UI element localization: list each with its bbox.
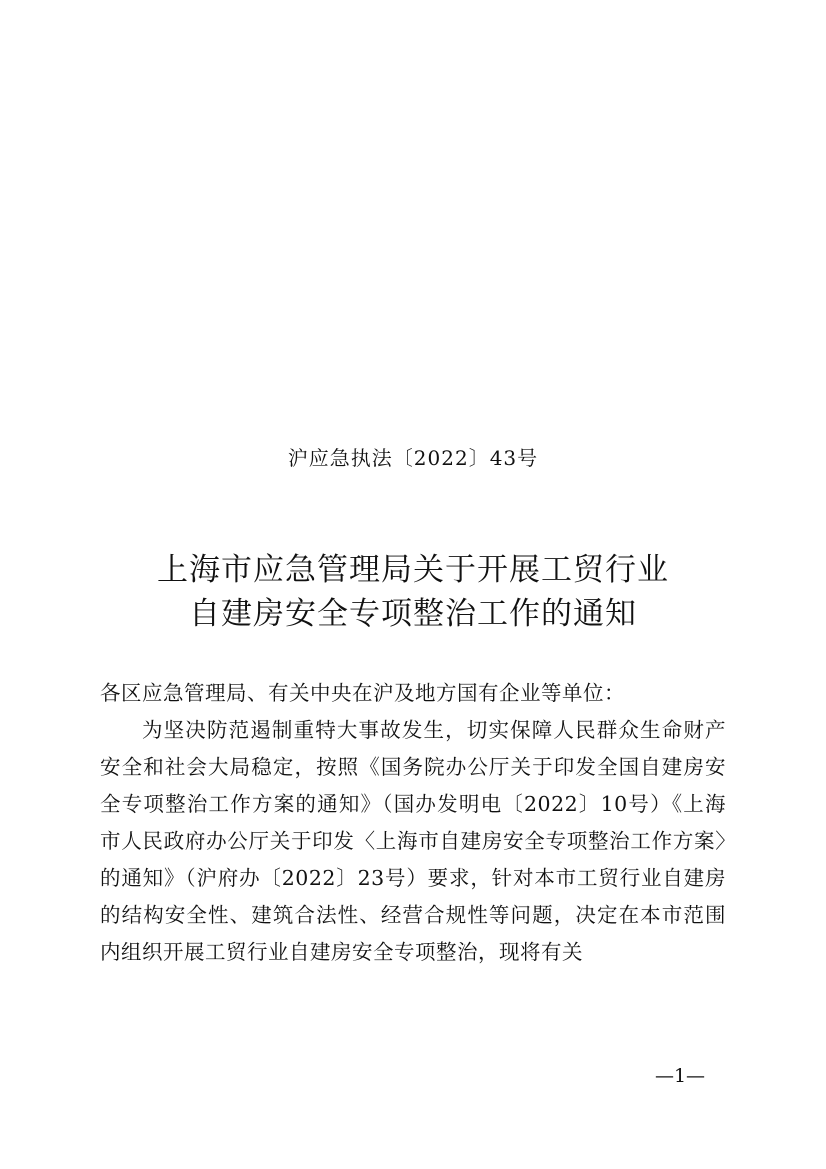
title-line-1: 上海市应急管理局关于开展工贸行业 [157,552,669,588]
paragraph-1: 为坚决防范遏制重特大事故发生，切实保障人民群众生命财产安全和社会大局稳定，按照《国务院办公厅关于印发全国自建房安全专项整治工作方案的通知》（国办发明电〔2022〕10号）《上海市人民政府办公厅关于印发〈上海市自建房安全专项整治工作方案〉的通知》（沪府办〔2022〕23号）要求，针对本市工贸行业自建房的结构安全性、建筑合法性、经营合规性等问题，决定在本市范围内组织开展工贸行业自建房安全专项整治，现将有关 [100,718,726,964]
document-number: 沪应急执法〔2022〕43号 [287,446,539,470]
title-line-2: 自建房安全专项整治工作的通知 [189,596,637,632]
page-number: —1— [654,1065,706,1087]
salutation: 各区应急管理局、有关中央在沪及地方国有企业等单位： [100,681,625,705]
document-title [0,548,826,636]
document-body [100,675,726,971]
